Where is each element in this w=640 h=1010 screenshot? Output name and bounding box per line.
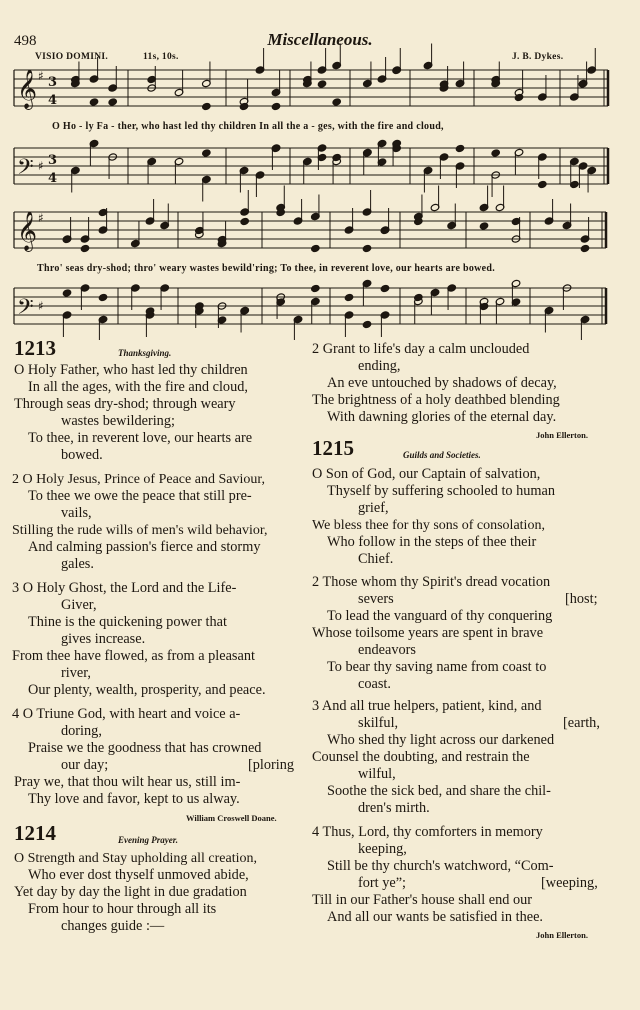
page-number: 498 — [14, 33, 37, 49]
hymn-author: William Croswell Doane. — [186, 813, 277, 823]
hymn-author: John Ellerton. — [536, 930, 588, 940]
verse-line: O Holy Father, who hast led thy children — [14, 362, 248, 378]
verse-line: Thyself by suffering schooled to human — [327, 483, 556, 499]
verse-line: O Strength and Stay upholding all creation, — [14, 851, 258, 866]
verse-line: severs — [358, 591, 394, 607]
verse-line: Through seas dry-shod; through weary — [14, 396, 236, 412]
hymn-number: 1214 — [14, 821, 56, 845]
verse-line: keeping, — [358, 841, 407, 857]
verse-line: From hour to hour through all its — [28, 901, 217, 917]
verse-line: vails, — [61, 505, 92, 521]
verse-line: Thine is the quickening power that — [28, 614, 227, 630]
verse-line: river, — [61, 665, 91, 681]
sharp-icon: ♯ — [38, 299, 44, 313]
verse-line: bowed. — [61, 447, 103, 463]
verse-line: Soothe the sick bed, and share the chil- — [327, 783, 551, 799]
section-title: Miscellaneous. — [267, 30, 373, 49]
bass-clef-icon: 𝄢 — [17, 155, 34, 185]
hymn-number: 1213 — [14, 336, 56, 360]
verse-line: Giver, — [61, 597, 97, 613]
verse-line: O Son of God, our Captain of salvation, — [312, 466, 541, 482]
verse-line: 2 Those whom thy Spirit's dread vocation — [312, 574, 551, 590]
verse-line: To thee we owe the peace that still pre- — [28, 488, 252, 504]
verse-line: [earth, — [563, 715, 600, 731]
verse-line: grief, — [358, 500, 389, 516]
treble-clef-icon: 𝄞 — [17, 69, 38, 109]
verse-line: Who follow in the steps of thee their — [327, 534, 537, 550]
verse-line: [weeping, — [541, 875, 598, 891]
verse-line: To lead the vanguard of thy conquering — [327, 608, 553, 624]
verse-line: An eve untouched by shadows of decay, — [327, 375, 557, 391]
verse-line: [ploring — [248, 757, 295, 773]
hymn-topic: Evening Prayer. — [118, 835, 178, 845]
verse-line: 3 And all true helpers, patient, kind, and — [312, 698, 542, 714]
verse-line: Thy love and favor, kept to us alway. — [28, 791, 240, 807]
sharp-icon: ♯ — [38, 159, 44, 173]
hymn-topic: Guilds and Societies. — [403, 450, 481, 460]
verse-line: 2 O Holy Jesus, Prince of Peace and Saviour, — [12, 472, 265, 487]
verse-line: Who ever dost thyself unmoved abide, — [28, 867, 249, 883]
verse-line: 3 O Holy Ghost, the Lord and the Life- — [12, 580, 237, 596]
verse-line: fort ye”; — [358, 875, 407, 891]
verse-line: To bear thy saving name from coast to — [327, 659, 547, 675]
verse-line: Whose toilsome years are spent in brave — [312, 625, 544, 641]
verse-line: endeavors — [358, 642, 416, 658]
tune-composer: J. B. Dykes. — [512, 52, 564, 62]
lyric-line-1: O Ho - ly Fa - ther, who hast led thy children In all the a - ges, with the fire and cloud, — [52, 121, 444, 132]
verse-line: 4 Thus, Lord, thy comforters in memory — [312, 824, 543, 840]
verse-line: Chief. — [358, 551, 394, 567]
lyric-line-2: Thro' seas dry-shod; thro' weary wastes bewild'ring; To thee, in reverent love, our hearts are bowed. — [37, 263, 496, 274]
treble-clef-icon: 𝄞 — [17, 211, 38, 251]
sharp-icon: ♯ — [38, 211, 44, 225]
verse-line: our day; — [61, 757, 109, 773]
verse-line: In all the ages, with the fire and cloud, — [28, 379, 248, 395]
verse-line: Who shed thy light across our darkened — [327, 732, 555, 748]
hymn-author: John Ellerton. — [536, 430, 588, 440]
verse-line: gales. — [61, 556, 94, 572]
verse-line: To thee, in reverent love, our hearts are — [28, 430, 253, 446]
verse-line: The brightness of a holy deathbed blending — [312, 392, 560, 408]
hymn-number: 1215 — [312, 436, 354, 460]
verse-line: Our plenty, wealth, prosperity, and peace. — [28, 682, 266, 698]
verse-line: And all our wants be satisfied in thee. — [327, 909, 543, 925]
bass-clef-icon: 𝄢 — [17, 295, 34, 325]
verse-line: Stilling the rude wills of men's wild behavior, — [12, 523, 268, 538]
time-signature-denominator: 4 — [48, 171, 58, 186]
verse-line: doring, — [61, 723, 102, 739]
verse-line: We bless thee for thy sons of consolation, — [312, 518, 545, 533]
time-signature-numerator: 3 — [48, 153, 58, 168]
verse-line: 2 Grant to life's day a calm unclouded — [312, 341, 530, 357]
verse-line: [host; — [565, 591, 598, 607]
verse-line: wastes bewildering; — [61, 413, 175, 429]
sharp-icon: ♯ — [38, 69, 44, 83]
verse-line: Counsel the doubting, and restrain the — [312, 749, 530, 765]
verse-line: coast. — [358, 676, 391, 692]
verse-line: Praise we the goodness that has crowned — [28, 740, 262, 756]
tune-meter: 11s, 10s. — [143, 52, 179, 62]
time-signature-numerator: 3 — [48, 75, 58, 90]
tune-name: VISIO DOMINI. — [35, 52, 109, 62]
verse-line: dren's mirth. — [358, 800, 430, 816]
verse-line: Yet day by day the light in due gradation — [14, 884, 247, 900]
verse-line: Pray we, that thou wilt hear us, still im- — [14, 774, 241, 790]
verse-line: wilful, — [358, 766, 396, 782]
verse-line: With dawning glories of the eternal day. — [327, 409, 557, 425]
verse-line: changes guide :— — [61, 918, 165, 934]
verse-line: And calming passion's fierce and stormy — [28, 539, 261, 555]
verse-line: gives increase. — [61, 631, 146, 647]
verse-line: Still be thy church's watchword, “Com- — [327, 858, 554, 874]
verse-line: Till in our Father's house shall end our — [312, 892, 533, 908]
verse-line: From thee have flowed, as from a pleasant — [12, 648, 255, 664]
verse-line: 4 O Triune God, with heart and voice a- — [12, 706, 241, 722]
hymn-topic: Thanksgiving. — [118, 348, 172, 358]
verse-line: ending, — [358, 358, 401, 374]
verse-line: skilful, — [358, 715, 399, 731]
time-signature-denominator: 4 — [48, 93, 58, 108]
